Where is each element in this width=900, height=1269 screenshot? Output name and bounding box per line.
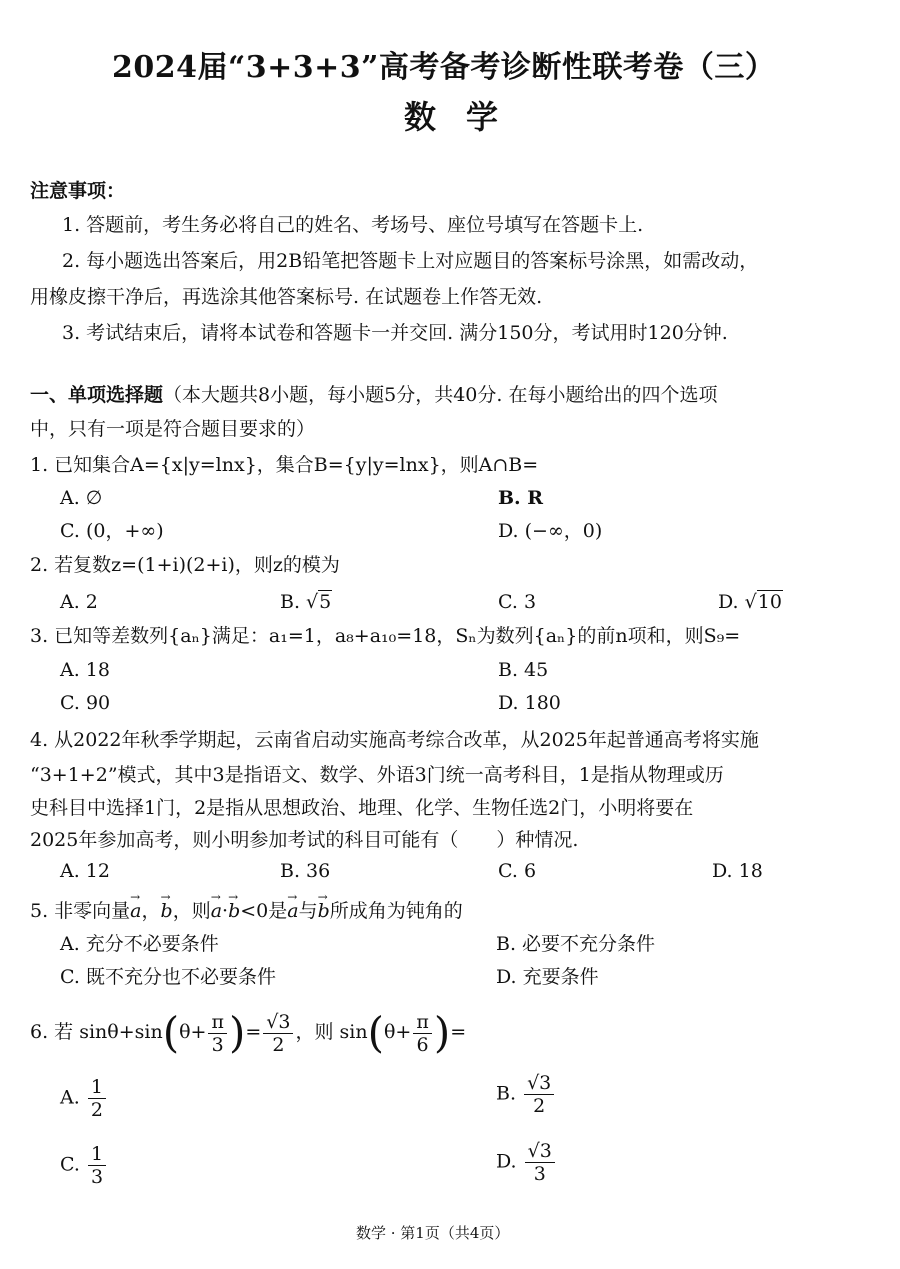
q1-option-c: C. (0，+∞): [60, 520, 164, 542]
q5-then: ，则: [172, 900, 211, 922]
q4-line-1: 4. 从2022年秋季学期起，云南省启动实施高考综合改革，从2025年起普通高考将实施: [30, 729, 759, 751]
sqrt-symbol: √10: [744, 591, 782, 613]
paren-open: (: [367, 1008, 384, 1057]
fraction-pi-over-6: [413, 1011, 432, 1056]
q5-option-d: D. 充要条件: [496, 966, 599, 988]
frac-den: 6: [416, 1033, 429, 1056]
q6-option-d-fraction: [525, 1140, 555, 1185]
q3-option-a: A. 18: [60, 659, 110, 681]
frac-num: 1: [88, 1143, 106, 1166]
q2-option-d: [718, 589, 783, 615]
q4-option-c: C. 6: [498, 860, 537, 882]
frac-num: π: [208, 1011, 227, 1034]
q1-stem: 1. 已知集合A={x|y=lnx}，集合B={y|y=lnx}，则A∩B=: [30, 454, 539, 476]
q1-option-b: B. R: [498, 487, 544, 509]
q1-option-d: D. (−∞，0): [498, 520, 603, 542]
q6-option-d: [496, 1140, 557, 1185]
vector-b: → b: [161, 898, 173, 924]
frac-num: √3: [524, 1072, 554, 1095]
q2-option-b-label: B.: [280, 591, 307, 613]
notice-heading: 注意事项：: [30, 180, 126, 202]
radicand: 3: [539, 1072, 552, 1094]
section-desc-1: （本大题共8小题，每小题5分，共40分. 在每小题给出的四个选项: [163, 384, 718, 406]
q5-tail: 所成角为钝角的: [329, 900, 463, 922]
vector-a: → a: [287, 898, 298, 924]
q2-option-d-radicand: 10: [757, 591, 782, 613]
q4-line-3: 史科目中选择1门，2是指从思想政治、地理、化学、生物任选2门，小明将要在: [30, 797, 694, 819]
q2-option-b: [280, 589, 332, 615]
q5-stem: [30, 898, 463, 924]
q4-option-a: A. 12: [60, 860, 110, 882]
section-title: 一、单项选择题: [30, 384, 164, 406]
subject-title: 数学: [404, 98, 529, 136]
q6-option-b: [496, 1072, 556, 1117]
q4-line-2: “3+1+2”模式，其中3是指语文、数学、外语3门统一高考科目，1是指从物理或历: [30, 764, 724, 786]
q4-option-d: D. 18: [712, 860, 763, 882]
q6-theta-plus: θ+: [179, 1021, 207, 1043]
frac-num: √3: [525, 1140, 555, 1163]
fraction-pi-over-3: [208, 1011, 227, 1056]
q1-option-a: A. ∅: [60, 487, 103, 509]
q5-dot: ·: [222, 900, 229, 922]
q6-option-b-label: B.: [496, 1082, 517, 1105]
q3-option-b: B. 45: [498, 659, 549, 681]
frac-den: 3: [90, 1166, 104, 1188]
q6-option-a-label: A.: [60, 1086, 80, 1109]
notice-item-3: 3. 考试结束后，请将本试卷和答题卡一并交回. 满分150分，考试用时120分钟.: [62, 322, 728, 344]
notice-item-2: 2. 每小题选出答案后，用2B铅笔把答题卡上对应题目的答案标号涂黑，如需改动，: [62, 250, 759, 272]
paren-close: ): [228, 1008, 246, 1057]
paren-close: ): [433, 1008, 451, 1057]
page-footer: 数学 · 第1页（共4页）: [356, 1224, 510, 1242]
vector-a: → a: [130, 898, 141, 924]
frac-num: π: [413, 1011, 432, 1034]
q6-option-c-label: C.: [60, 1153, 80, 1176]
section-desc-2: 中，只有一项是符合题目要求的）: [30, 418, 316, 440]
frac-num: 1: [88, 1076, 106, 1099]
q5-option-a: A. 充分不必要条件: [60, 933, 219, 955]
q6-end: =: [450, 1021, 467, 1043]
paren-open: (: [162, 1008, 180, 1057]
q3-option-d: D. 180: [498, 692, 561, 714]
q6-option-c: [60, 1143, 108, 1188]
vector-a: → a: [211, 898, 222, 924]
notice-item-2-cont: 用橡皮擦干净后，再选涂其他答案标号. 在试题卷上作答无效.: [30, 286, 543, 308]
q5-lt0: <0是: [240, 900, 288, 922]
q3-stem: 3. 已知等差数列{aₙ}满足：a₁=1，a₈+a₁₀=18，Sₙ为数列{aₙ}的前n项和，则S₉=: [30, 625, 741, 647]
q4-option-b: B. 36: [280, 860, 331, 882]
radicand: 3: [278, 1010, 291, 1033]
q2-option-b-radicand: 5: [319, 591, 332, 613]
q6-then-sin: ，则 sin: [295, 1021, 368, 1043]
q5-prefix: 5. 非零向量: [30, 900, 131, 922]
vector-b: → b: [228, 898, 240, 924]
fraction-sqrt3-over-2: [263, 1011, 293, 1056]
q2-stem: 2. 若复数z=(1+i)(2+i)，则z的模为: [30, 554, 340, 576]
q6-option-c-fraction: [88, 1143, 106, 1188]
frac-den: 2: [90, 1099, 103, 1121]
section-heading: [30, 382, 717, 408]
q6-option-a-fraction: [88, 1076, 106, 1121]
sqrt-symbol: √5: [306, 591, 332, 613]
q6-prefix: 6. 若 sinθ+sin: [30, 1021, 163, 1043]
exam-title: 2024届“3+3+3”高考备考诊断性联考卷（三）: [112, 50, 776, 85]
q6-option-d-label: D.: [496, 1150, 517, 1173]
q2-option-c: C. 3: [498, 591, 537, 613]
frac-den: 2: [272, 1033, 285, 1056]
radicand: 3: [539, 1140, 552, 1162]
q6-theta-plus: θ+: [383, 1021, 412, 1043]
q5-option-b: B. 必要不充分条件: [496, 933, 656, 955]
frac-num: √3: [263, 1011, 293, 1034]
vector-b: → b: [318, 898, 330, 924]
q5-and: 与: [298, 900, 318, 922]
q6-stem: [30, 1004, 466, 1060]
q4-line-4: 2025年参加高考，则小明参加考试的科目可能有（ ）种情况.: [30, 829, 579, 851]
q6-eq: =: [245, 1021, 262, 1043]
frac-den: 2: [533, 1095, 546, 1117]
q5-option-c: C. 既不充分也不必要条件: [60, 966, 276, 988]
q2-option-a: A. 2: [60, 591, 98, 613]
notice-item-1: 1. 答题前，考生务必将自己的姓名、考场号、座位号填写在答题卡上.: [62, 214, 644, 236]
q5-comma: ，: [141, 900, 161, 922]
q3-option-c: C. 90: [60, 692, 111, 714]
frac-den: 3: [533, 1163, 546, 1185]
frac-den: 3: [211, 1033, 224, 1056]
q2-option-d-label: D.: [718, 591, 745, 613]
q6-option-b-fraction: [524, 1072, 554, 1117]
q6-option-a: [60, 1076, 108, 1121]
